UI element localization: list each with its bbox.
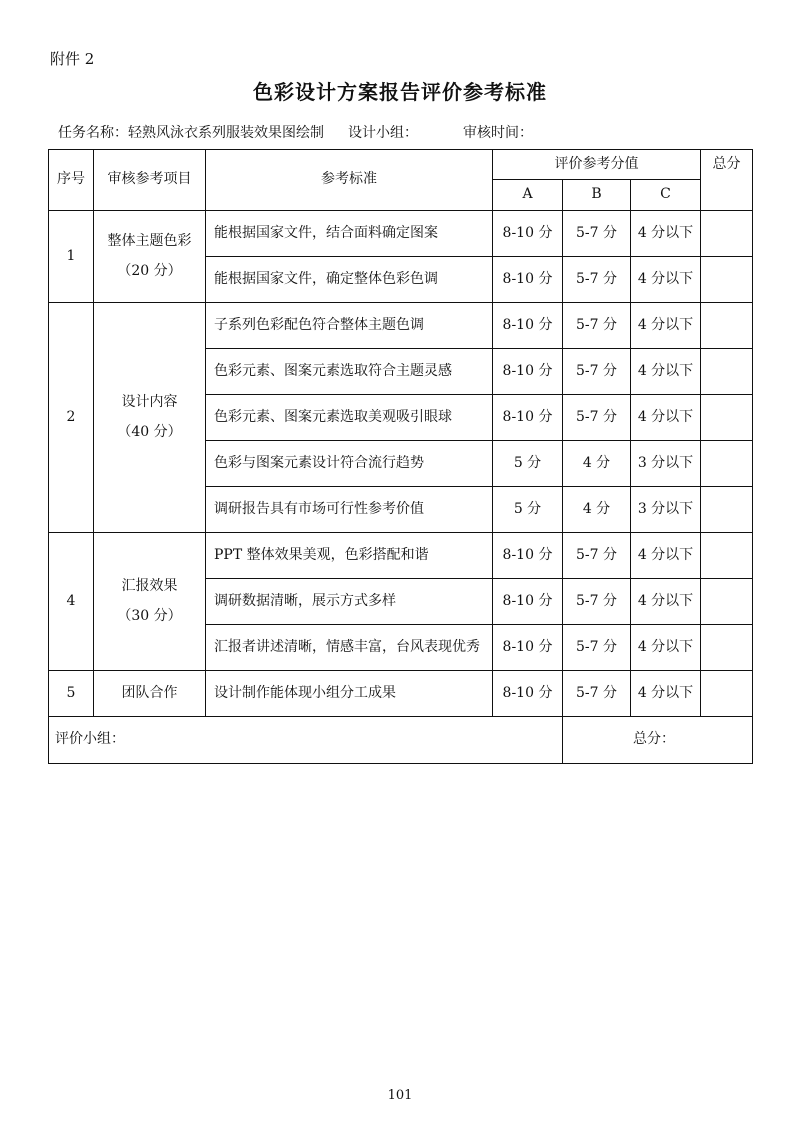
header-standard: 参考标准 — [206, 150, 493, 211]
header-grade-b: B — [563, 180, 631, 211]
score-b-cell: 5-7 分 — [563, 303, 631, 349]
score-c-cell: 4 分以下 — [631, 579, 701, 625]
header-total: 总分 — [701, 150, 753, 211]
score-a-cell: 8-10 分 — [493, 671, 563, 717]
standard-cell: 色彩元素、图案元素选取美观吸引眼球 — [206, 395, 493, 441]
score-b-cell: 5-7 分 — [563, 625, 631, 671]
header-grade-a: A — [493, 180, 563, 211]
header-row — [49, 150, 753, 180]
score-b-cell: 5-7 分 — [563, 533, 631, 579]
standard-cell: 设计制作能体现小组分工成果 — [206, 671, 493, 717]
total-score-cell[interactable] — [701, 671, 753, 717]
review-time-label: 审核时间： — [463, 125, 533, 141]
table-row — [49, 671, 753, 717]
page-title: 色彩设计方案报告评价参考标准 — [253, 80, 547, 104]
table-row — [49, 211, 753, 257]
table-row — [49, 303, 753, 349]
total-label: 总分： — [563, 717, 753, 764]
score-b-cell: 5-7 分 — [563, 211, 631, 257]
score-c-cell: 4 分以下 — [631, 349, 701, 395]
standard-cell: PPT 整体效果美观，色彩搭配和谐 — [206, 533, 493, 579]
category-name: 团队合作 — [121, 684, 178, 701]
score-c-cell: 4 分以下 — [631, 533, 701, 579]
category-name: 设计内容 — [121, 394, 178, 410]
total-score-cell[interactable] — [701, 579, 753, 625]
score-a-cell: 8-10 分 — [493, 395, 563, 441]
task-name: 任务名称：轻熟风泳衣系列服装效果图绘制 — [58, 125, 324, 141]
score-a-cell: 8-10 分 — [493, 625, 563, 671]
standard-cell: 色彩与图案元素设计符合流行趋势 — [206, 441, 493, 487]
row-number: 5 — [49, 671, 94, 717]
footer-row — [49, 717, 753, 764]
score-a-cell: 5 分 — [493, 441, 563, 487]
standard-cell: 调研报告具有市场可行性参考价值 — [206, 487, 493, 533]
standard-cell: 子系列色彩配色符合整体主题色调 — [206, 303, 493, 349]
score-c-cell: 3 分以下 — [631, 487, 701, 533]
standard-cell: 调研数据清晰，展示方式多样 — [206, 579, 493, 625]
standard-cell: 能根据国家文件，结合面料确定图案 — [206, 211, 493, 257]
standard-cell: 能根据国家文件，确定整体色彩色调 — [206, 257, 493, 303]
score-c-cell: 4 分以下 — [631, 303, 701, 349]
score-c-cell: 4 分以下 — [631, 211, 701, 257]
category-cell — [94, 211, 206, 303]
total-score-cell[interactable] — [701, 257, 753, 303]
evaluation-table — [48, 149, 753, 764]
header-project: 审核参考项目 — [94, 150, 206, 211]
score-a-cell: 8-10 分 — [493, 579, 563, 625]
category-cell — [94, 671, 206, 717]
score-b-cell: 5-7 分 — [563, 579, 631, 625]
page-number: 101 — [387, 1088, 413, 1103]
category-cell — [94, 533, 206, 671]
score-a-cell: 8-10 分 — [493, 211, 563, 257]
header-no: 序号 — [49, 150, 94, 211]
score-c-cell: 3 分以下 — [631, 441, 701, 487]
score-c-cell: 4 分以下 — [631, 257, 701, 303]
score-c-cell: 4 分以下 — [631, 625, 701, 671]
score-a-cell: 8-10 分 — [493, 349, 563, 395]
score-a-cell: 8-10 分 — [493, 257, 563, 303]
score-c-cell: 4 分以下 — [631, 671, 701, 717]
score-b-cell: 5-7 分 — [563, 349, 631, 395]
category-name: 整体主题色彩 — [107, 233, 192, 249]
total-score-cell[interactable] — [701, 303, 753, 349]
category-cell — [94, 303, 206, 533]
score-b-cell: 4 分 — [563, 487, 631, 533]
score-c-cell: 4 分以下 — [631, 395, 701, 441]
evaluation-group-label: 评价小组： — [49, 717, 563, 764]
header-score-ref: 评价参考分值 — [493, 150, 701, 180]
total-score-cell[interactable] — [701, 625, 753, 671]
total-score-cell[interactable] — [701, 211, 753, 257]
category-points: （40 分） — [117, 423, 182, 440]
score-b-cell: 5-7 分 — [563, 395, 631, 441]
standard-cell: 汇报者讲述清晰，情感丰富，台风表现优秀 — [206, 625, 493, 671]
total-score-cell[interactable] — [701, 533, 753, 579]
category-points: （20 分） — [117, 262, 182, 279]
total-score-cell[interactable] — [701, 441, 753, 487]
row-number: 4 — [49, 533, 94, 671]
category-name: 汇报效果 — [121, 578, 178, 594]
category-points: （30 分） — [117, 607, 182, 624]
total-score-cell[interactable] — [701, 349, 753, 395]
row-number: 2 — [49, 303, 94, 533]
total-score-cell[interactable] — [701, 487, 753, 533]
score-a-cell: 5 分 — [493, 487, 563, 533]
score-b-cell: 5-7 分 — [563, 257, 631, 303]
table-row — [49, 533, 753, 579]
score-b-cell: 5-7 分 — [563, 671, 631, 717]
standard-cell: 色彩元素、图案元素选取符合主题灵感 — [206, 349, 493, 395]
row-number: 1 — [49, 211, 94, 303]
total-score-cell[interactable] — [701, 395, 753, 441]
score-a-cell: 8-10 分 — [493, 303, 563, 349]
attachment-label: 附件 2 — [50, 50, 95, 68]
design-group-label: 设计小组： — [348, 125, 418, 141]
score-a-cell: 8-10 分 — [493, 533, 563, 579]
score-b-cell: 4 分 — [563, 441, 631, 487]
header-grade-c: C — [631, 180, 701, 211]
